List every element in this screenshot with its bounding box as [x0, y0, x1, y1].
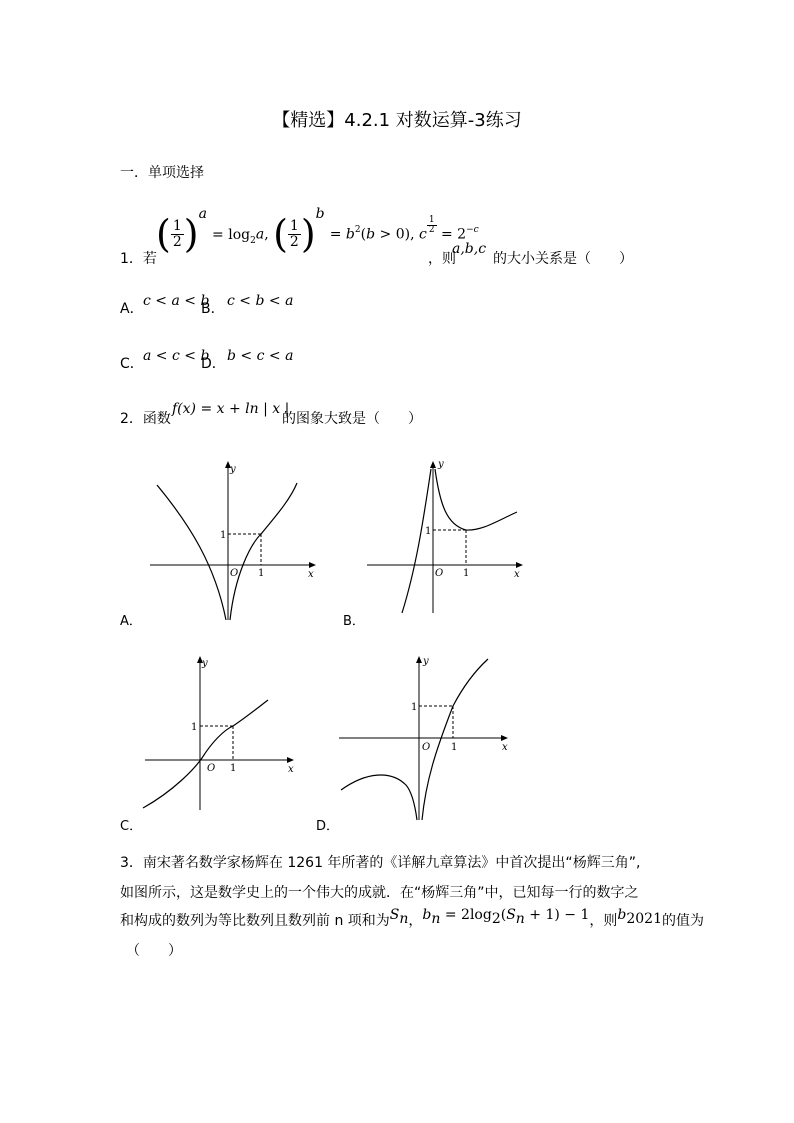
q2-function: f(x) = x + ln | x |: [172, 401, 290, 417]
graph-d: [336, 650, 521, 825]
q1-vars: a,b,c: [452, 241, 487, 257]
graph-c-x-one: 1: [230, 763, 237, 774]
q1-option-b: c < b < a: [227, 293, 294, 309]
q1-option-d-label: D．: [201, 356, 226, 372]
graph-c-x-label: x: [288, 764, 294, 775]
graph-a-y-label: y: [230, 464, 236, 475]
graph-d-label: D．: [316, 819, 340, 834]
graph-a-x-one: 1: [258, 568, 265, 579]
graph-b-y-label: y: [438, 459, 444, 470]
graph-b: [362, 455, 532, 620]
q3-b2021: $b_{2021}$: [617, 907, 662, 927]
q1-option-a-label: A．: [120, 301, 144, 317]
graph-a: [140, 455, 330, 625]
graph-b-y-one: 1: [425, 526, 432, 537]
graph-d-y-label: y: [423, 656, 429, 667]
graph-c: [140, 650, 305, 815]
q3-sn: S: [389, 907, 400, 923]
graph-c-y-label: y: [202, 658, 208, 669]
graph-a-y-one: 1: [220, 530, 227, 541]
page-title: 【精选】4.2.1 对数运算-3练习: [272, 110, 522, 131]
graph-d-x-label: x: [502, 742, 508, 753]
graph-c-y-one: 1: [191, 722, 198, 733]
graph-a-label: A．: [120, 614, 142, 629]
graph-b-x-label: x: [514, 569, 520, 580]
graph-c-origin: O: [207, 763, 216, 774]
q3-line-2: 如图所示，这是数学史上的一个伟大的成就．在“杨辉三角”中，已知每一行的数字之: [120, 885, 639, 901]
q1-condition-formula: ( $\frac{1}{2}$ )$^a = \log_2a$, ( $\frac{1}{2}$ )$^b = b^2(b > 0)$, c $^{\frac{1}{2}}$ = $2^{-c}$: [156, 206, 479, 256]
graph-c-label: C．: [120, 819, 143, 834]
q1-option-d: b < c < a: [227, 348, 294, 364]
graph-a-x-label: x: [308, 569, 314, 580]
graph-b-label: B．: [343, 614, 365, 629]
q1-option-c-label: C．: [120, 356, 144, 372]
q2-number: 2．函数: [120, 411, 171, 427]
q3-then: ，则: [589, 913, 618, 929]
graph-b-x-one: 1: [463, 568, 470, 579]
graph-d-origin: O: [422, 742, 431, 753]
graph-b-origin: O: [435, 568, 444, 579]
q1-number: 1．若: [120, 251, 157, 267]
q3-line-3-text: 和构成的数列为等比数列且数列前 n 项和为: [120, 913, 390, 929]
q1-option-c: a < c < b: [143, 348, 210, 364]
q3-answer-blank: （ ）: [126, 943, 182, 959]
q3-sn-sub: n: [399, 910, 409, 927]
q1-option-b-label: B．: [201, 301, 225, 317]
graph-d-x-one: 1: [451, 742, 458, 753]
graph-a-origin: O: [230, 568, 239, 579]
graph-d-y-one: 1: [411, 702, 418, 713]
q1-then: ，则: [428, 251, 456, 267]
q3-bn-formula: $b_n = 2\log_2(S_n + 1) - 1$: [422, 907, 590, 927]
q3-line-1: 3．南宋著名数学家杨辉在 1261 年所著的《详解九章算法》中首次提出“杨辉三角”,: [120, 855, 641, 871]
q3-line-3: [120, 907, 704, 933]
section-heading: 一．单项选择: [120, 165, 204, 181]
q2-question: 的图象大致是（ ）: [282, 411, 422, 427]
q1-question: 的大小关系是（ ）: [493, 251, 633, 267]
q1-option-a: c < a < b: [143, 293, 210, 309]
q3-value-text: 的值为: [661, 913, 704, 929]
q3-comma: ，: [408, 913, 423, 929]
